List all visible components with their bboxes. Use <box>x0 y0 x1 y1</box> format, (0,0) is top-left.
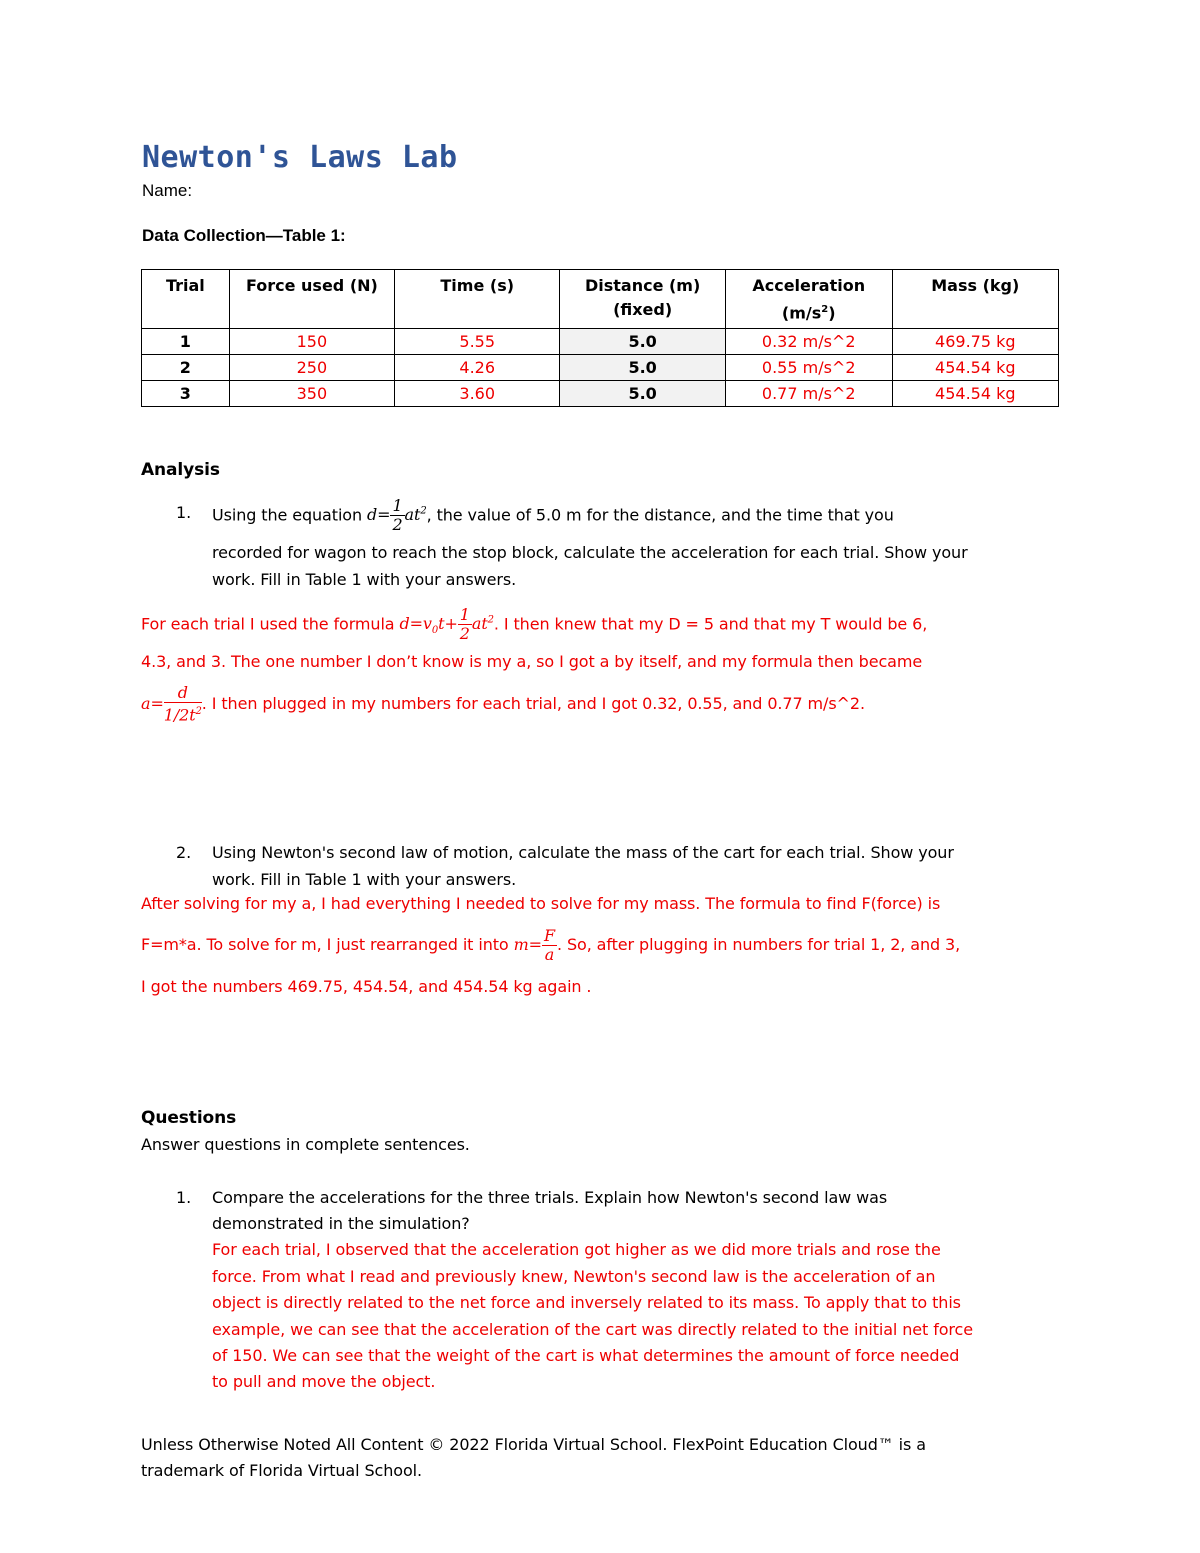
header-force: Force used (N) <box>229 270 394 329</box>
analysis-a2-line1: After solving for my a, I had everything I needed to solve for my mass. The formula to find F(force) is <box>141 894 941 913</box>
header-time: Time (s) <box>395 270 560 329</box>
cell-distance: 5.0 <box>560 381 726 407</box>
cell-acceleration: 0.77 m/s^2 <box>725 381 892 407</box>
cell-mass: 454.54 kg <box>892 381 1058 407</box>
analysis-q1-line2: recorded for wagon to reach the stop block, calculate the acceleration for each trial. Show your <box>212 543 968 562</box>
data-table <box>141 269 1059 407</box>
cell-distance: 5.0 <box>560 355 726 381</box>
equation-acceleration: a= $\frac{d}{1/2t^2}$ <box>141 683 202 725</box>
analysis-q1-number: 1. <box>176 503 192 522</box>
questions-a1-line: to pull and move the object. <box>212 1372 436 1391</box>
questions-heading: Questions <box>141 1108 237 1128</box>
questions-a1-line: object is directly related to the net force and inversely related to its mass. To apply that to this <box>212 1293 961 1312</box>
cell-time: 5.55 <box>395 329 560 355</box>
analysis-a1-line1: For each trial I used the formula $d=v_0t+$ $\frac{1}{2}$ $at^2$. I then knew that my D = 5 and that my T would be 6, <box>141 605 928 644</box>
table-row <box>142 381 1059 407</box>
analysis-a1-line2: 4.3, and 3. The one number I don’t know is my a, so I got a by itself, and my formula then became <box>141 652 923 671</box>
footer-line: trademark of Florida Virtual School. <box>141 1461 422 1480</box>
questions-q1-number: 1. <box>176 1188 192 1207</box>
cell-force: 150 <box>229 329 394 355</box>
equation-distance: d= $\frac{1}{2}$ $at^2$ <box>367 496 427 535</box>
analysis-a1-line3: a= $\frac{d}{1/2t^2}$ . I then plugged in my numbers for each trial, and I got 0.32, 0.55, and 0.77 m/s^2. <box>141 683 865 725</box>
page-title: Newton's Laws Lab <box>142 140 458 175</box>
analysis-a2-line3: I got the numbers 469.75, 454.54, and 454.54 kg again . <box>141 977 592 996</box>
cell-mass: 469.75 kg <box>892 329 1058 355</box>
cell-acceleration: 0.55 m/s^2 <box>725 355 892 381</box>
cell-acceleration: 0.32 m/s^2 <box>725 329 892 355</box>
header-distance: Distance (m) (fixed) <box>560 270 726 329</box>
cell-force: 350 <box>229 381 394 407</box>
cell-distance: 5.0 <box>560 329 726 355</box>
cell-force: 250 <box>229 355 394 381</box>
questions-a1-line: For each trial, I observed that the acceleration got higher as we did more trials and rose the <box>212 1240 941 1259</box>
cell-time: 3.60 <box>395 381 560 407</box>
header-mass: Mass (kg) <box>892 270 1058 329</box>
analysis-q2-line2: work. Fill in Table 1 with your answers. <box>212 870 517 889</box>
questions-instruction: Answer questions in complete sentences. <box>141 1135 470 1154</box>
table-row <box>142 329 1059 355</box>
table-header-row <box>142 270 1059 329</box>
header-acceleration: Acceleration $(m/s^2)$ <box>725 270 892 329</box>
cell-trial: 1 <box>142 329 230 355</box>
table-caption: Data Collection—Table 1: <box>142 226 346 245</box>
cell-trial: 2 <box>142 355 230 381</box>
name-label: Name: <box>142 181 193 200</box>
questions-a1-line: force. From what I read and previously knew, Newton's second law is the acceleration of an <box>212 1267 936 1286</box>
header-trial: Trial <box>142 270 230 329</box>
questions-a1-line: example, we can see that the acceleration of the cart was directly related to the initial net force <box>212 1320 973 1339</box>
analysis-q1-line1: Using the equation d= $\frac{1}{2}$ $at^2$, the value of 5.0 m for the distance, and the time that you <box>212 496 894 535</box>
equation-kinematic: $d=v_0t+$ $\frac{1}{2}$ $at^2$ <box>399 605 494 644</box>
analysis-heading: Analysis <box>141 460 220 480</box>
questions-q1-line2: demonstrated in the simulation? <box>212 1214 470 1233</box>
analysis-q2-number: 2. <box>176 843 192 862</box>
analysis-q1-line3: work. Fill in Table 1 with your answers. <box>212 570 517 589</box>
table-row <box>142 355 1059 381</box>
cell-trial: 3 <box>142 381 230 407</box>
equation-mass: m= $\frac{F}{a}$ <box>513 926 555 964</box>
analysis-a2-line2: F=m*a. To solve for m, I just rearranged it into m= $\frac{F}{a}$ . So, after plugging in numbers for trial 1, 2, and 3, <box>141 926 961 964</box>
cell-mass: 454.54 kg <box>892 355 1058 381</box>
footer-line: Unless Otherwise Noted All Content © 2022 Florida Virtual School. FlexPoint Education Cloud™ is a <box>141 1435 926 1454</box>
questions-q1-line1: Compare the accelerations for the three trials. Explain how Newton's second law was <box>212 1188 888 1207</box>
questions-a1-line: of 150. We can see that the weight of the cart is what determines the amount of force needed <box>212 1346 960 1365</box>
cell-time: 4.26 <box>395 355 560 381</box>
analysis-q2-line1: Using Newton's second law of motion, calculate the mass of the cart for each trial. Show your <box>212 843 954 862</box>
